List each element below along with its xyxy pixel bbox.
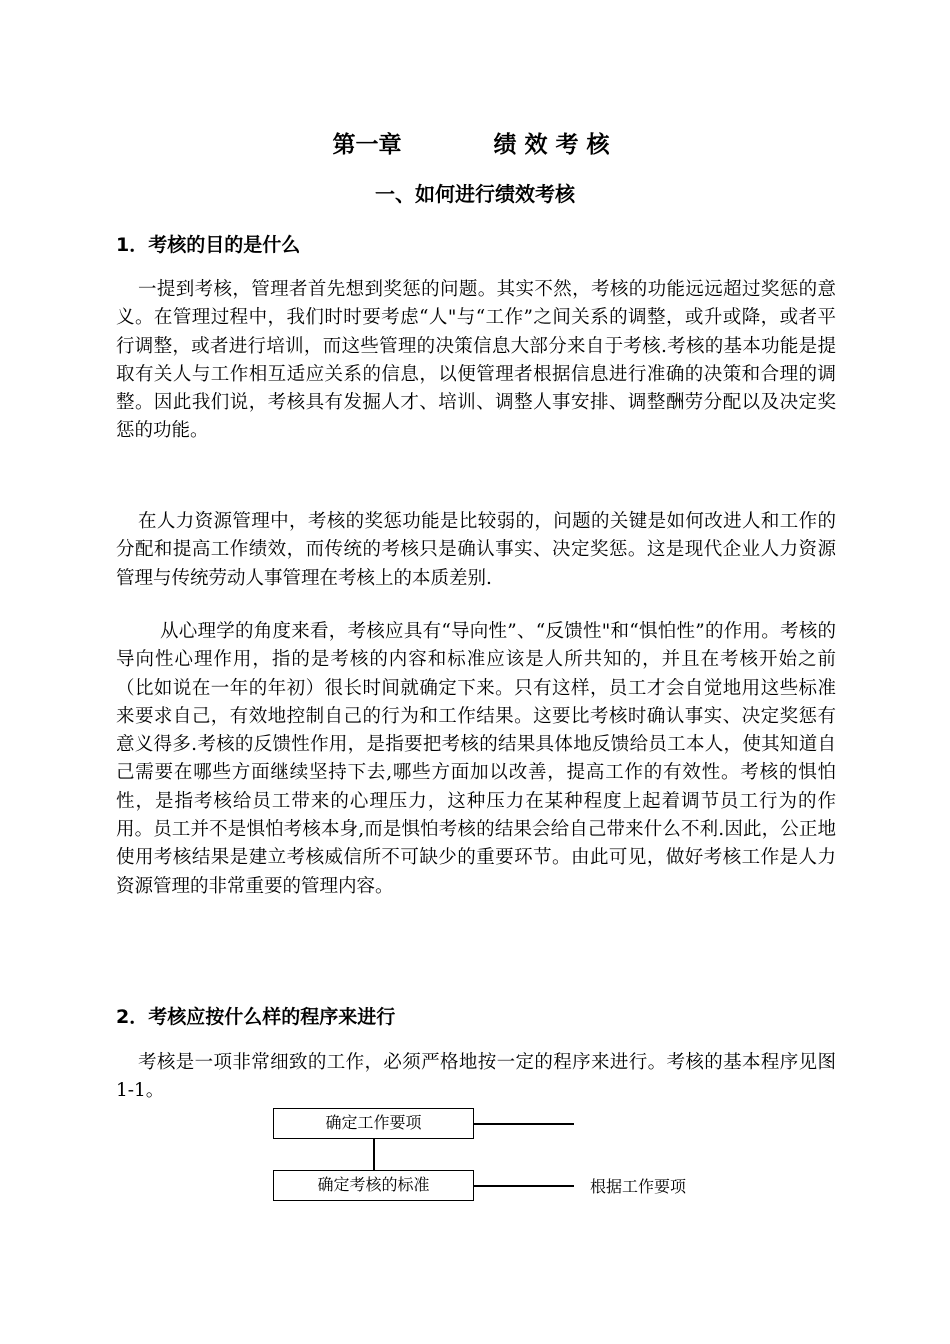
flow-box-define-standards: 确定考核的标准 bbox=[273, 1170, 474, 1201]
paragraph-2: 在人力资源管理中，考核的奖惩功能是比较弱的，问题的关键是如何改进人和工作的分配和提高工作绩效，而传统的考核只是确认事实、决定奖惩。这是现代企业人力资源管理与传统劳动人事管理在考核上的本质差别. bbox=[116, 511, 836, 589]
chapter-heading bbox=[0, 126, 950, 159]
flow-connector-2 bbox=[474, 1185, 574, 1187]
chapter-number: 第一章 bbox=[332, 132, 402, 158]
paragraph-1: 一提到考核，管理者首先想到奖惩的问题。其实不然，考核的功能远远超过奖惩的意义。在管理过程中，我们时时要考虑“人"与“工作”之间关系的调整，或升或降，或者平行调整，或者进行培训，而这些管理的决策信息大部分来自于考核.考核的基本功能是提取有关人与工作相互适应关系的信息，以便管理者根据信息进行准确的决策和合理的调整。因此我们说，考核具有发掘人才、培训、调整人事安排、调整酬劳分配以及决定奖惩的功能。 bbox=[116, 279, 836, 442]
paragraph-3: 从心理学的角度来看，考核应具有“导向性”、“反馈性"和“惧怕性”的作用。考核的导向性心理作用，指的是考核的内容和标准应该是人所共知的，并且在考核开始之前（比如说在一年的年初）很长时间就确定下来。只有这样，员工才会自觉地用这些标准来要求自己，有效地控制自己的行为和工作结果。这要比考核时确认事实、决定奖惩有意义得多.考核的反馈性作用，是指要把考核的结果具体地反馈给员工本人，使其知道自己需要在哪些方面继续坚持下去,哪些方面加以改善，提高工作的有效性。考核的惧怕性，是指考核给员工带来的心理压力，这种压力在某种程度上起着调节员工行为的作用。员工并不是惧怕考核本身,而是惧怕考核的结果会给自己带来什么不利.因此，公正地使用考核结果是建立考核威信所不可缺少的重要环节。由此可见，做好考核工作是人力资源管理的非常重要的管理内容。 bbox=[116, 621, 836, 897]
flow-connector-vertical bbox=[373, 1139, 375, 1170]
flow-note-basis: 根据工作要项 bbox=[590, 1177, 687, 1196]
question-2-heading: 2．考核应按什么样的程序来进行 bbox=[116, 1006, 396, 1028]
chapter-title: 绩效考核 bbox=[493, 132, 618, 158]
section-title: 一、如何进行绩效考核 bbox=[375, 182, 575, 206]
paragraph-4: 考核是一项非常细致的工作，必须严格地按一定的程序来进行。考核的基本程序见图 1-1。 bbox=[116, 1052, 836, 1102]
question-1-heading: 1．考核的目的是什么 bbox=[116, 234, 301, 256]
flow-connector-1 bbox=[474, 1123, 574, 1125]
flow-box-define-work-items: 确定工作要项 bbox=[273, 1108, 474, 1139]
